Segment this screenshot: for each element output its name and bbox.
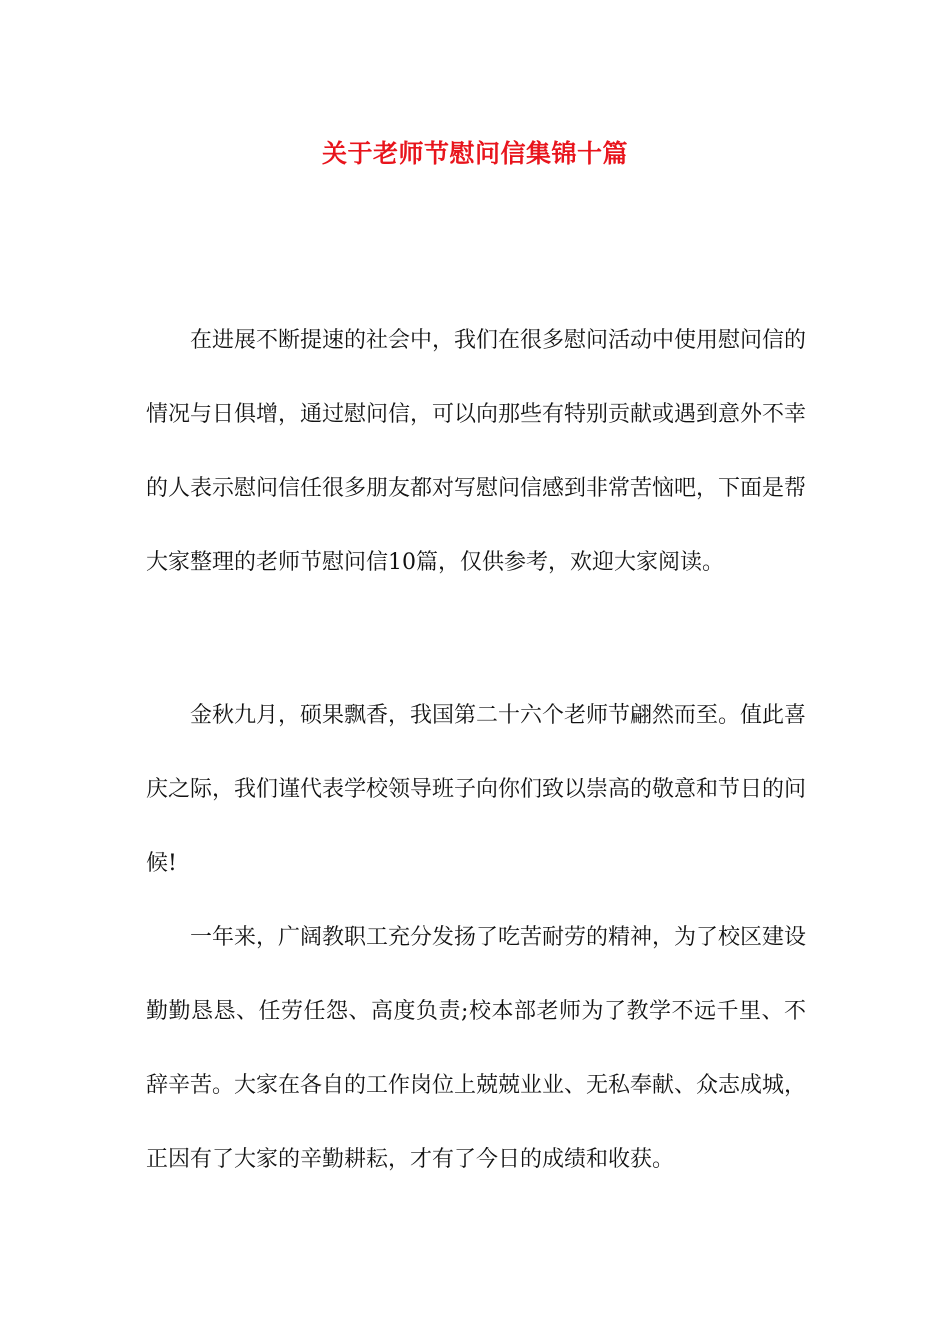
document-title: 关于老师节慰问信集锦十篇: [321, 139, 628, 168]
paragraph-intro: 在进展不断提速的社会中，我们在很多慰问活动中使用慰问信的情况与日俱增，通过慰问信，可以向那些有特别贡献或遇到意外不幸的人表示慰问信任很多朋友都对写慰问信感到非常苦恼吧，下面是帮大家整理的老师节慰问信10篇，仅供参考，欢迎大家阅读。: [146, 328, 807, 575]
paragraph-greeting: 金秋九月，硕果飘香，我国第二十六个老师节翩然而至。值此喜庆之际，我们谨代表学校领导班子向你们致以崇高的敬意和节日的问候!: [146, 703, 807, 876]
paragraph-review: 一年来，广阔教职工充分发扬了吃苦耐劳的精神，为了校区建设勤勤恳恳、任劳任怨、高度负责;校本部老师为了教学不远千里、不辞辛苦。大家在各自的工作岗位上兢兢业业、无私奉献、众志成城，正因有了大家的辛勤耕耘，才有了今日的成绩和收获。: [146, 925, 807, 1172]
